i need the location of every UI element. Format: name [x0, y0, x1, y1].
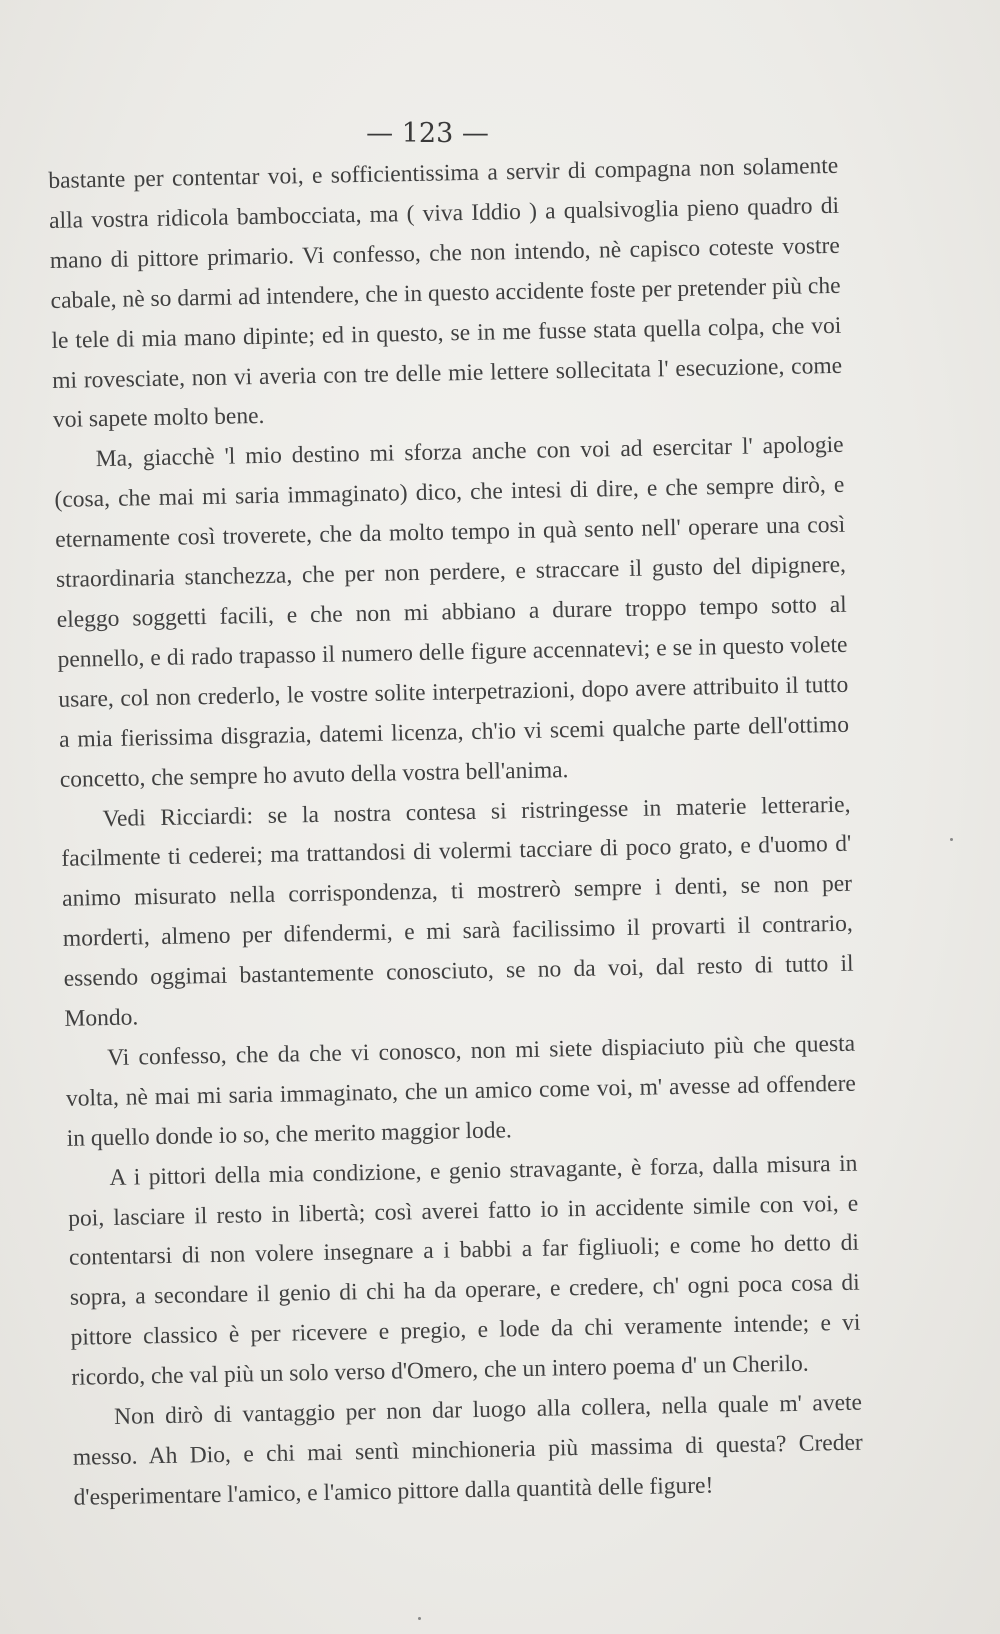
paragraph: Vi confesso, che da che vi conosco, non mi siete dispiaciuto più che questa volta, nè mai mi saria immaginato, che un amico come voi, m' avesse ad offendere in quello donde io so, che merito maggior lode. — [65, 1030, 857, 1152]
paper-speck — [950, 838, 953, 841]
page-number: — 123 — — [366, 118, 489, 149]
paper-speck — [418, 1617, 421, 1620]
paragraph: bastante per contentar voi, e sofficientissima a servir di compagna non solamente alla vostra ridicola bambocciata, ma ( viva Iddio ) a qualsivoglia pieno quadro di mano di pittore primario. Vi confesso, che non intendo, nè capisco coteste vostre cabale, nè so darmi ad intendere, che in questo accidente foste per pretender più che le tele di mia mano dipinte; ed in questo, se in me fusse stata quella colpa, che voi mi rovesciate, non vi averia con tre delle mie lettere sollecitata l' esecuzione, come voi sapete molto bene. — [48, 152, 843, 434]
paragraph: A i pittori della mia condizione, e genio stravagante, è forza, dalla misura in poi, lasciare il resto in libertà; così averei fatto io in accidente simile con voi, e contentarsi di non volere insegnare a i babbi a far figliuoli; e come ho detto di sopra, a secondare il genio di chi ha da operare, e credere, ch' ogni poca cosa di pittore classico è per ricevere e pregio, e lode da chi veramente intende; e vi ricordo, che val più un solo verso d'Omero, che un intero poema d' un Cherilo. — [68, 1150, 861, 1391]
paragraph: Vedi Ricciardi: se la nostra contesa si ristringesse in materie letterarie, facilmente ti cederei; ma trattandosi di volermi tacciare di poco grato, e d'uomo d' animo misurato nella corrispondenza, ti mostrerò sempre i denti, se non per morderti, almeno per difendermi, e mi sarà facilissimo il provarti il contrario, essendo oggimai bastantemente conosciuto, se no da voi, dal resto di tutto il Mondo. — [61, 791, 854, 1032]
body-text — [48, 147, 864, 1519]
paragraph: Non dirò di vantaggio per non dar luogo alla collera, nella quale m' avete messo. Ah Dio, e chi mai sentì minchioneria più massima di questa? Creder d'esperimentare l'amico, e l'amico pittore dalla quantità delle figure! — [72, 1389, 863, 1511]
paragraph: Ma, giacchè 'l mio destino mi sforza anche con voi ad esercitar l' apologie (cosa, che mai mi saria immaginato) dico, che intesi di dire, e che sempre dirò, e eternamente così troverete, che da molto tempo in quà sento nell' operare una così straordinaria stanchezza, che per non perdere, e straccare il gusto del dipignere, eleggo soggetti facili, e che non mi abbiano a durare troppo tempo sotto al pennello, e di rado trapasso il numero delle figure accennatevi; e se in questo volete usare, col non crederlo, le vostre solite interpetrazioni, dopo avere attribuito il tutto a mia fierissima disgrazia, datemi licenza, ch'io vi scemi qualche parte dell'ottimo concetto, che sempre ho avuto della vostra bell'anima. — [54, 432, 850, 793]
